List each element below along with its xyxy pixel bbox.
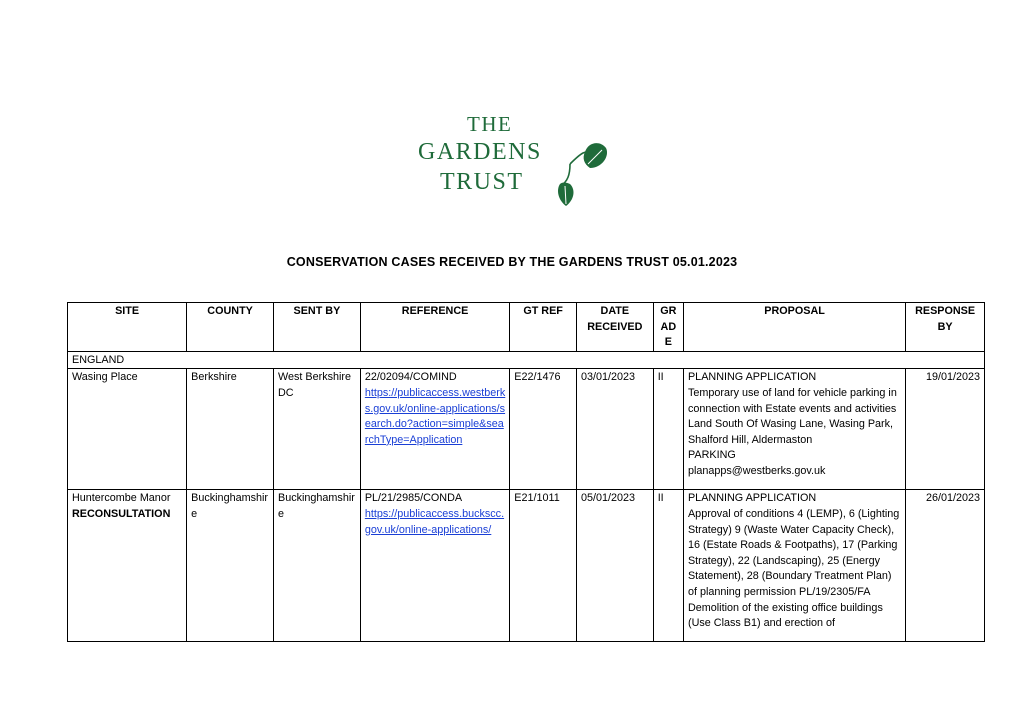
site-name: Wasing Place	[72, 371, 138, 384]
reference-link[interactable]: https://publicaccess.westberks.gov.uk/online-applications/search.do?action=simple&searchType=Application	[364, 386, 506, 446]
table-row	[68, 369, 985, 490]
proposal-line: Land South Of Wasing Lane, Wasing Park, Shalford Hill, Aldermaston	[687, 418, 894, 446]
gardens-trust-logo	[410, 112, 620, 212]
reference-cell	[360, 369, 509, 490]
column-header-gt-ref: GT REF	[510, 303, 577, 352]
site-cell	[68, 490, 187, 642]
date-received-cell: 03/01/2023	[576, 369, 653, 490]
proposal-cell	[683, 369, 905, 490]
date-received-cell: 05/01/2023	[576, 490, 653, 642]
response-by-cell: 19/01/2023	[906, 369, 985, 490]
column-header-reference: REFERENCE	[360, 303, 509, 352]
column-header-county: COUNTY	[187, 303, 274, 352]
column-header-sent-by: SENT BY	[274, 303, 361, 352]
column-header-date-received: DATE RECEIVED	[576, 303, 653, 352]
gt-ref-cell: E22/1476	[510, 369, 577, 490]
response-by-cell: 26/01/2023	[906, 490, 985, 642]
proposal-cell	[683, 490, 905, 642]
column-header-site: SITE	[68, 303, 187, 352]
column-header-grade: GRADE	[653, 303, 683, 352]
county-cell: Berkshire	[187, 369, 274, 490]
document-title: CONSERVATION CASES RECEIVED BY THE GARDENS TRUST 05.01.2023	[286, 255, 738, 269]
site-cell	[68, 369, 187, 490]
grade-cell: II	[653, 490, 683, 642]
proposal-line: Approval of conditions 4 (LEMP), 6 (Lighting Strategy) 9 (Waste Water Capacity Check), 16 (Estate Roads & Footpaths), 17 (Parking Strategy), 22 (Landscaping), 25 (Energy Statement), 28 (Boundary Treatment Plan) of planning permission PL/19/2305/FA Demolition of the existing office buildings (Use Class B1) and erection of	[687, 507, 900, 630]
leaf-vine-icon	[410, 112, 620, 212]
logo-text-trust: TRUST	[440, 169, 524, 195]
site-note: RECONSULTATION	[72, 507, 171, 520]
proposal-type: PLANNING APPLICATION	[687, 371, 817, 384]
column-header-response-by: RESPONSE BY	[906, 303, 985, 352]
column-header-proposal: PROPOSAL	[683, 303, 905, 352]
reference-link[interactable]: https://publicaccess.buckscc.gov.uk/online-applications/	[364, 507, 505, 536]
region-row	[68, 351, 985, 369]
proposal-email: planapps@westberks.gov.uk	[687, 464, 826, 477]
region-label: ENGLAND	[68, 351, 985, 369]
reference-cell	[360, 490, 509, 642]
proposal-line: PARKING	[687, 449, 736, 462]
reference-code: PL/21/2985/CONDA	[364, 492, 463, 505]
site-name: Huntercombe Manor	[72, 492, 171, 505]
table-header-row	[68, 303, 985, 352]
proposal-line: Temporary use of land for vehicle parking in connection with Estate events and activities	[687, 386, 897, 415]
logo-text-the: THE	[467, 112, 513, 136]
reference-code: 22/02094/COMIND	[364, 371, 457, 384]
county-cell: Buckinghamshire	[187, 490, 274, 642]
sent-by-cell: West Berkshire DC	[274, 369, 361, 490]
sent-by-cell: Buckinghamshire	[274, 490, 361, 642]
proposal-type: PLANNING APPLICATION	[687, 492, 817, 505]
logo-text-gardens: GARDENS	[418, 139, 542, 165]
conservation-cases-table	[67, 302, 985, 642]
grade-cell: II	[653, 369, 683, 490]
gt-ref-cell: E21/1011	[510, 490, 577, 642]
table-row	[68, 490, 985, 642]
